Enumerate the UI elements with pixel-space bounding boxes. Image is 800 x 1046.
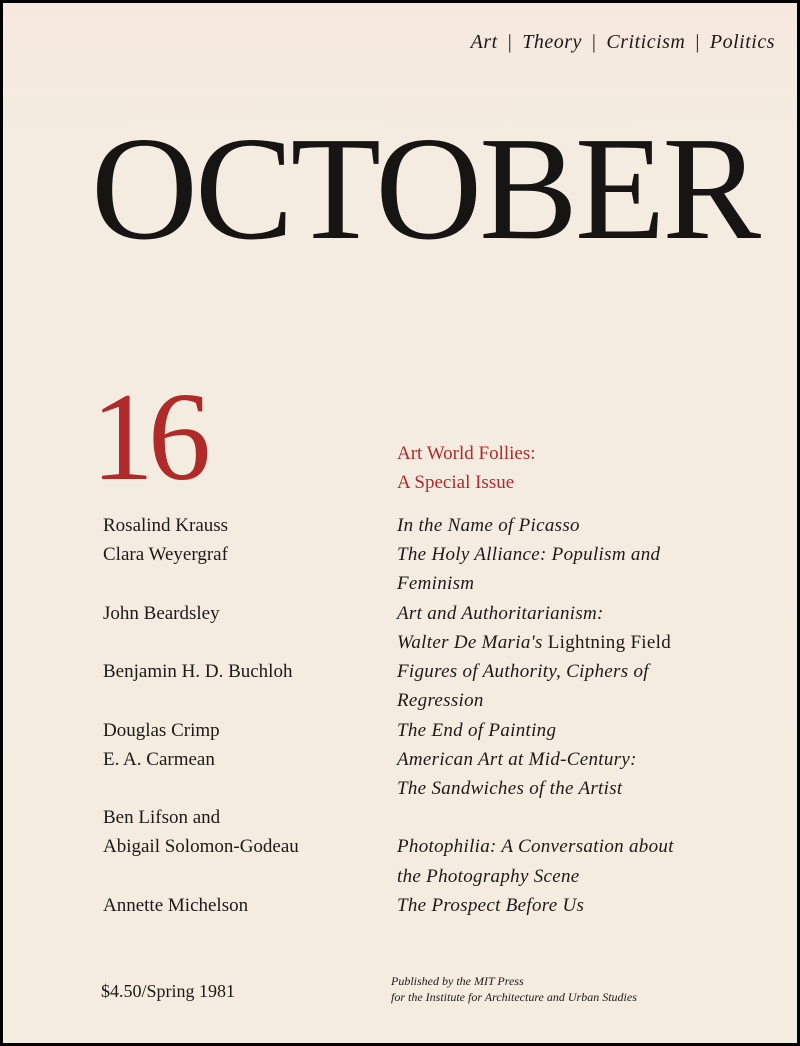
- author-name: Rosalind Krauss: [103, 515, 229, 536]
- tagline-separator: |: [591, 31, 597, 53]
- article-title-italic: Walter De Maria's: [397, 632, 543, 653]
- article-title: The Sandwiches of the Artist: [397, 778, 623, 799]
- article-title-roman: Lightning Field: [547, 632, 671, 653]
- article-title: The Prospect Before Us: [397, 895, 585, 916]
- author-name: Benjamin H. D. Buchloh: [103, 661, 293, 682]
- author-name: Clara Weyergraf: [103, 544, 228, 565]
- tagline-separator: |: [695, 31, 700, 53]
- article-title: Figures of Authority, Ciphers of: [397, 661, 649, 682]
- tagline-separator: |: [507, 31, 513, 53]
- article-title: [397, 628, 671, 657]
- article-title: In the Name of Picasso: [397, 515, 580, 536]
- masthead-title: OCTOBER: [91, 107, 759, 271]
- price-and-date: $4.50/Spring 1981: [101, 981, 236, 1001]
- article-title: Photophilia: A Conversation about: [397, 836, 674, 857]
- article-title: The End of Painting: [397, 720, 557, 741]
- author-name: Annette Michelson: [103, 895, 249, 916]
- author-name: E. A. Carmean: [103, 749, 215, 770]
- author-name: Douglas Crimp: [103, 720, 220, 741]
- tagline: [471, 31, 775, 54]
- article-title: American Art at Mid-Century:: [397, 749, 637, 770]
- magazine-cover: [3, 3, 797, 1043]
- tagline-criticism: Criticism: [606, 31, 686, 53]
- author-name: Ben Lifson and: [103, 807, 221, 828]
- special-issue-line-2: A Special Issue: [397, 472, 515, 493]
- tagline-art: Art: [470, 31, 498, 53]
- article-title: the Photography Scene: [397, 866, 580, 887]
- article-title: Art and Authoritarianism:: [397, 603, 604, 624]
- publisher-line-2: for the Institute for Architecture and Urban Studies: [391, 990, 637, 1004]
- tagline-theory: Theory: [522, 31, 582, 53]
- author-name: John Beardsley: [103, 603, 220, 624]
- issue-number: 16: [91, 368, 205, 507]
- author-name: Abigail Solomon-Godeau: [103, 836, 299, 857]
- special-issue-line-1: Art World Follies:: [397, 443, 536, 464]
- publisher-line-1: Published by the MIT Press: [391, 974, 524, 988]
- publisher-credit: [391, 973, 637, 1005]
- special-issue-title: [397, 439, 536, 497]
- tagline-politics: Politics: [709, 31, 775, 53]
- article-title: Regression: [397, 690, 484, 711]
- article-title: Feminism: [397, 573, 475, 594]
- article-title: The Holy Alliance: Populism and: [397, 544, 661, 565]
